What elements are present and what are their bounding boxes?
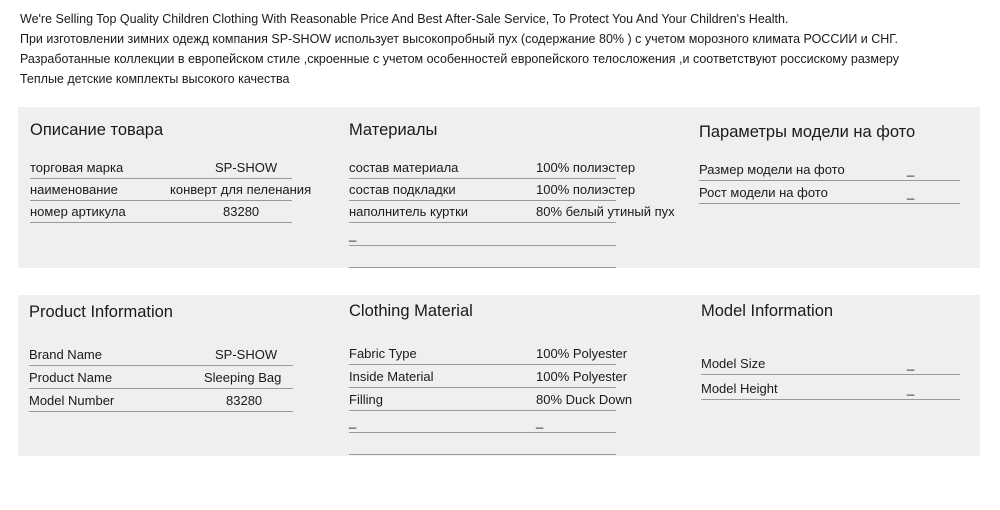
spec-row [30,178,312,201]
spec-row [30,156,292,179]
spec-row [349,365,628,388]
intro-line-1: We're Selling Top Quality Children Clothing With Reasonable Price And Best After-Sale Service, To Protect You And Your Children's Health. [20,12,789,26]
intro-text [20,9,899,89]
spec-label: _ [349,414,357,429]
spec-label: состав материала [349,160,459,175]
spec-value: 83280 [226,393,263,408]
spec-label: Model Number [29,393,115,408]
spec-row [699,158,960,181]
spec-label: Product Name [29,370,113,385]
spec-value: _ [907,162,915,177]
spec-label: Fabric Type [349,346,417,361]
spec-row [349,432,616,455]
spec-value: 100% Polyester [536,346,628,361]
intro-line-4: Теплые детские комплекты высокого качества [20,72,290,86]
spec-label: Brand Name [29,347,102,362]
spec-label: _ [349,227,357,242]
panel-russian [18,107,980,268]
spec-label: Рост модели на фото [699,185,828,200]
model-info-title-en: Model Information [701,302,834,320]
spec-label: наименование [30,182,118,197]
spec-row [29,389,293,412]
spec-row [349,410,616,433]
spec-label: номер артикула [30,204,126,219]
spec-row [349,156,636,179]
panel-english [18,295,980,456]
spec-row [349,200,675,223]
spec-row [701,352,960,375]
spec-label: Filling [349,392,383,407]
spec-value: Sleeping Bag [204,370,282,385]
spec-value: 80% белый утиный пух [536,204,675,219]
spec-label: Размер модели на фото [699,162,845,177]
spec-row [701,377,960,400]
spec-label: Model Size [701,356,766,371]
material-title-en: Clothing Material [349,302,473,320]
spec-row [349,342,628,365]
spec-label: наполнитель куртки [349,204,469,219]
spec-row [349,388,633,411]
spec-value: 100% полиэстер [536,160,636,175]
product-info-title-ru: Описание товара [30,121,164,139]
spec-value: _ [907,356,915,371]
spec-label: торговая марка [30,160,124,175]
spec-label: Inside Material [349,369,434,384]
spec-value: SP-SHOW [215,160,278,175]
spec-row [29,343,293,366]
spec-row [29,366,293,389]
spec-value: конверт для пеленания [170,182,312,197]
spec-label: состав подкладки [349,182,456,197]
spec-row [349,223,616,246]
spec-value: 100% Polyester [536,369,628,384]
spec-row [30,200,292,223]
model-info-title-ru: Параметры модели на фото [699,123,916,141]
spec-value: _ [907,381,915,396]
spec-value: 83280 [223,204,260,219]
product-info-title-en: Product Information [29,303,173,321]
spec-value: 80% Duck Down [536,392,633,407]
spec-value: _ [536,414,544,429]
spec-row [349,245,616,268]
intro-line-2: При изготовлении зимних одежд компания SP-SHOW использует высокопробный пух (содержание 80% ) с учетом морозного климата РОССИИ и СНГ. [20,32,899,46]
intro-line-3: Разработанные коллекции в европейском стиле ,скроенные с учетом особенностей европейского телосложения ,и соответствуют россискому размеру [20,52,899,66]
spec-label: Model Height [701,381,778,396]
spec-value: _ [907,185,915,200]
spec-value: 100% полиэстер [536,182,636,197]
material-title-ru: Материалы [349,121,438,139]
spec-row [699,181,960,204]
spec-value: SP-SHOW [215,347,278,362]
spec-row [349,178,636,201]
